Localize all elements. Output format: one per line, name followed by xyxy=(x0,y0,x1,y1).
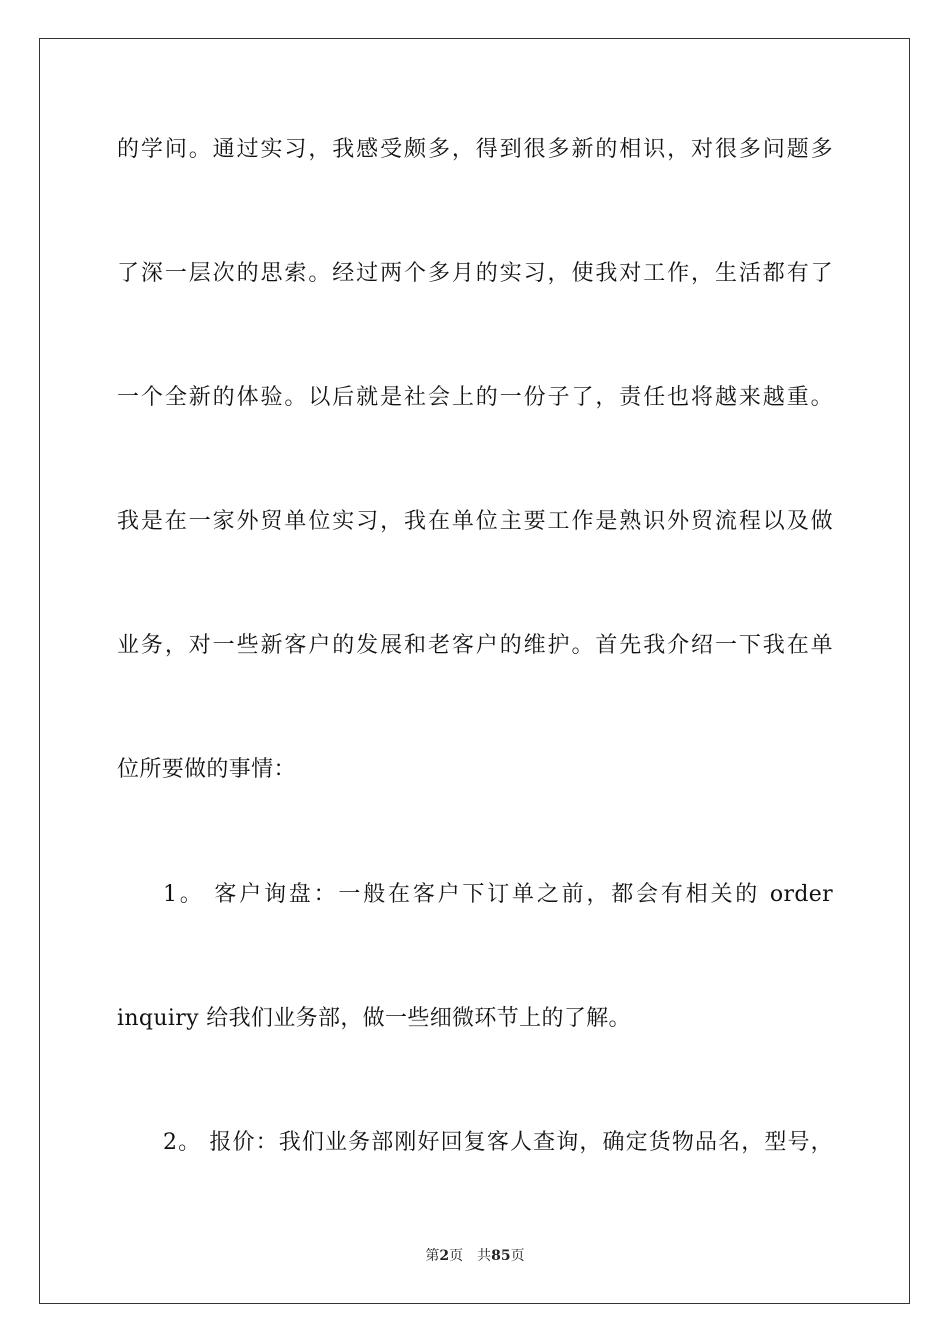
text-line-3: 一个全新的体验。以后就是社会上的一份子了，责任也将越来越重。 xyxy=(117,385,833,410)
footer-total-prefix: 共 xyxy=(477,1248,492,1264)
text-line-5: 业务，对一些新客户的发展和老客户的维护。首先我介绍一下我在单 xyxy=(117,633,833,658)
page-footer xyxy=(0,1246,950,1266)
text-line-4: 我是在一家外贸单位实习，我在单位主要工作是熟识外贸流程以及做 xyxy=(117,509,833,534)
footer-total-number: 85 xyxy=(491,1248,511,1264)
footer-page-suffix: 页 xyxy=(449,1248,464,1264)
list-item-1-line-2: inquiry 给我们业务部，做一些细微环节上的了解。 xyxy=(117,1006,631,1031)
list-item-2-line-1: 2。 报价：我们业务部刚好回复客人查询，确定货物品名，型号， xyxy=(163,1130,833,1155)
text-line-6: 位所要做的事情： xyxy=(117,757,296,782)
footer-page-prefix: 第 xyxy=(425,1248,440,1264)
text-line-1: 的学问。通过实习，我感受颇多，得到很多新的相识，对很多问题多 xyxy=(117,137,833,162)
page-border xyxy=(39,38,910,1304)
footer-total-suffix: 页 xyxy=(510,1248,525,1264)
footer-page-number: 2 xyxy=(439,1248,450,1264)
text-line-2: 了深一层次的思索。经过两个多月的实习，使我对工作，生活都有了 xyxy=(117,261,833,286)
list-item-1-line-1: 1。 客户询盘：一般在客户下订单之前，都会有相关的 order xyxy=(163,882,833,907)
